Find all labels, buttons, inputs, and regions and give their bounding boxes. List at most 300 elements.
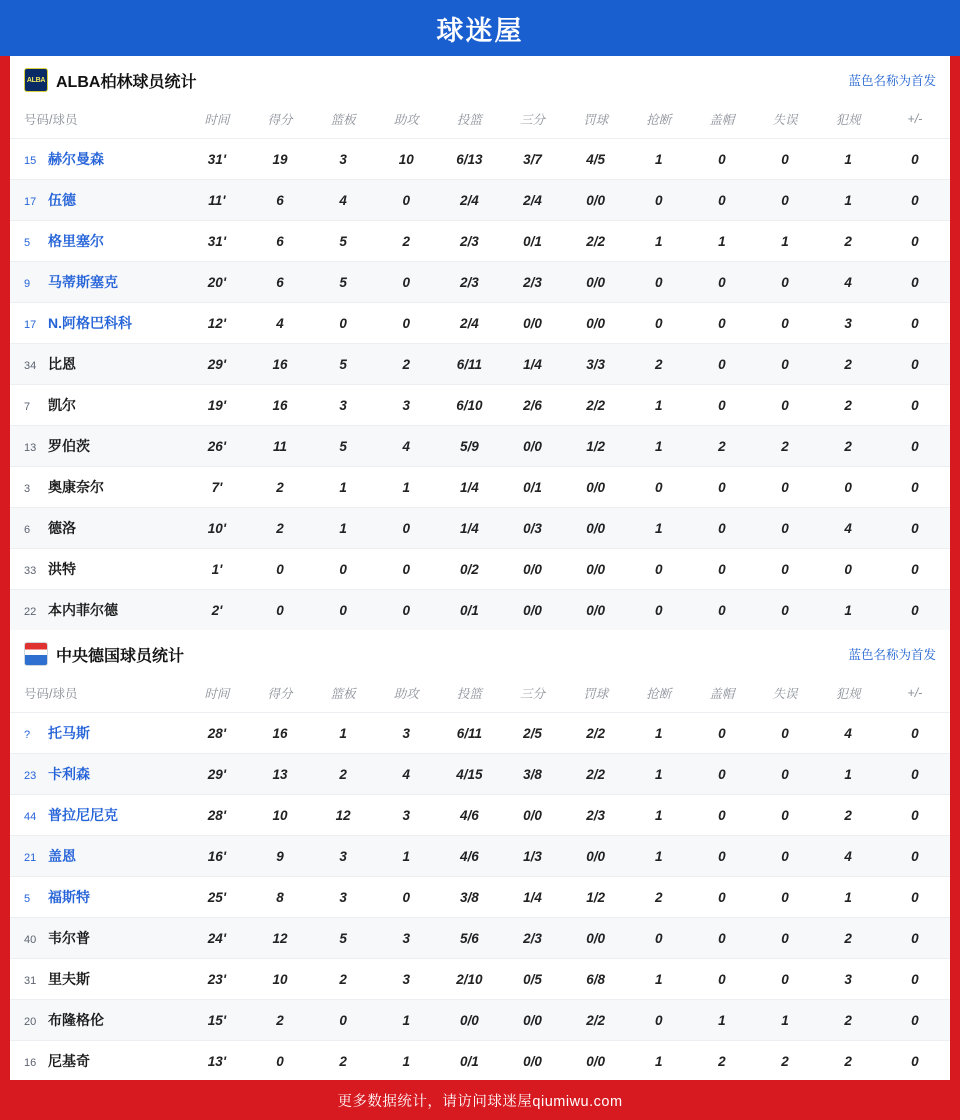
stat-minutes: 31' [207,151,227,167]
stat-assists: 1 [402,479,411,495]
stat-rebounds: 2 [339,971,347,987]
mbc-logo-icon [24,642,48,666]
stat-assists: 0 [402,561,411,577]
player-cell[interactable] [10,918,185,959]
stat-freethrows: 2/2 [586,766,606,782]
stat-rebounds: 1 [339,725,347,741]
stat-rebounds: 1 [339,479,347,495]
jersey-number: 22 [24,606,37,618]
stat-fouls: 1 [844,889,852,905]
stat-blocks: 0 [718,274,726,290]
stat-points: 16 [272,356,288,372]
stat-freethrows: 0/0 [586,479,606,495]
stat-points: 4 [276,315,284,331]
stat-freethrows: 1/2 [586,438,606,454]
stat-steals: 1 [655,848,663,864]
stat-assists: 0 [402,520,411,536]
stat-fieldgoals: 2/3 [460,233,479,249]
jersey-number: 34 [24,360,37,372]
stat-assists: 3 [402,971,411,987]
stat-points: 2 [276,1012,284,1028]
alba-logo-icon [24,68,48,92]
stat-fouls: 4 [844,848,852,864]
player-cell[interactable] [10,303,185,344]
stat-blocks: 0 [718,356,726,372]
table-row[interactable] [10,959,950,1000]
stat-turnovers: 0 [781,561,789,577]
stat-turnovers: 0 [781,315,789,331]
stat-points: 6 [276,274,284,290]
player-name[interactable]: 普拉尼尼克 [48,807,118,823]
stat-assists: 0 [402,889,411,905]
table-row[interactable] [10,713,950,754]
player-name[interactable]: 赫尔曼森 [48,151,104,167]
stat-rebounds: 0 [339,561,347,577]
table-row[interactable] [10,139,950,180]
stat-plusminus: 0 [911,274,919,290]
player-name[interactable]: 德洛 [48,520,76,536]
stat-steals: 0 [655,602,663,618]
table-row[interactable] [10,877,950,918]
player-cell[interactable] [10,795,185,836]
stat-rebounds: 2 [339,1053,347,1069]
player-name[interactable]: 布隆格伦 [48,1012,104,1028]
stat-points: 12 [272,930,288,946]
stat-plusminus: 0 [911,479,919,495]
stat-points: 13 [272,766,288,782]
player-name[interactable]: N.阿格巴科科 [48,315,132,331]
stat-turnovers: 1 [781,233,789,249]
stat-threes: 1/4 [523,889,542,905]
stat-points: 6 [276,233,284,249]
stat-minutes: 10' [207,520,227,536]
stat-assists: 4 [402,766,411,782]
stat-plusminus: 0 [911,561,919,577]
stat-turnovers: 0 [781,274,789,290]
table-row[interactable] [10,221,950,262]
table-row[interactable] [10,508,950,549]
stat-assists: 2 [402,233,411,249]
stat-blocks: 0 [718,807,726,823]
stat-assists: 2 [402,356,411,372]
player-name[interactable]: 比恩 [48,356,76,372]
stat-fouls: 3 [844,971,852,987]
col-minutes: 时间 [204,687,230,701]
stat-plusminus: 0 [911,397,919,413]
stat-assists: 0 [402,274,411,290]
stat-minutes: 12' [207,315,227,331]
stat-points: 16 [272,397,288,413]
stat-points: 11 [273,438,288,454]
stat-minutes: 13' [207,1053,227,1069]
player-cell[interactable] [10,180,185,221]
stat-points: 2 [276,479,284,495]
stat-threes: 0/0 [523,1012,542,1028]
jersey-number: 17 [24,196,37,208]
stat-assists: 1 [402,1053,411,1069]
player-name[interactable]: 托马斯 [48,725,90,741]
stat-fouls: 2 [844,356,852,372]
table-body-mbc [10,713,950,1081]
stat-blocks: 0 [718,602,726,618]
col-player: 号码/球员 [24,113,78,127]
stat-blocks: 0 [718,192,726,208]
stat-fieldgoals: 0/0 [460,1012,479,1028]
stat-freethrows: 4/5 [586,151,606,167]
col-fieldgoals: 投篮 [456,113,482,127]
stat-steals: 2 [655,356,663,372]
jersey-number: 17 [24,319,37,331]
col-assists: 助攻 [393,113,419,127]
col-rebounds: 篮板 [330,113,356,127]
stat-turnovers: 0 [781,151,789,167]
player-cell[interactable] [10,836,185,877]
jersey-number: 13 [24,442,37,454]
footer-text: 更多数据统计，请访问球迷屋qiumiwu.com [337,1093,623,1110]
stat-threes: 0/1 [523,233,542,249]
player-cell[interactable] [10,139,185,180]
stat-turnovers: 1 [781,1012,789,1028]
stat-freethrows: 2/2 [586,233,606,249]
stat-turnovers: 0 [781,889,789,905]
stat-freethrows: 2/2 [586,1012,606,1028]
stat-minutes: 2' [211,602,223,618]
player-cell[interactable] [10,426,185,467]
stat-points: 10 [272,807,288,823]
stat-threes: 2/4 [523,192,542,208]
stat-fieldgoals: 1/4 [460,520,479,536]
stat-assists: 1 [402,1012,411,1028]
stat-fieldgoals: 6/13 [456,151,483,167]
player-name[interactable]: 盖恩 [48,848,76,864]
jersey-number: 40 [24,934,37,946]
stat-turnovers: 0 [781,930,789,946]
stat-turnovers: 0 [781,397,789,413]
stat-freethrows: 2/2 [586,397,606,413]
stat-freethrows: 2/2 [586,725,606,741]
jersey-number: 23 [24,770,37,782]
starter-legend-alba: 蓝色名称为首发 [848,74,936,88]
stat-rebounds: 5 [339,233,347,249]
table-row[interactable] [10,385,950,426]
stat-turnovers: 0 [781,602,789,618]
stat-freethrows: 0/0 [586,192,606,208]
jersey-number: 16 [24,1057,37,1069]
table-row[interactable] [10,1041,950,1081]
stat-threes: 3/7 [523,151,542,167]
stat-steals: 1 [655,438,663,454]
stat-blocks: 0 [718,561,726,577]
player-name[interactable]: 洪特 [48,561,76,577]
stat-minutes: 28' [207,807,227,823]
stat-threes: 0/0 [523,1053,542,1069]
table-row[interactable] [10,180,950,221]
stat-points: 8 [276,889,284,905]
player-name[interactable]: 韦尔普 [48,930,90,946]
stat-plusminus: 0 [911,971,919,987]
jersey-number: 5 [24,893,31,905]
stat-minutes: 15' [207,1012,227,1028]
stat-steals: 0 [655,479,663,495]
player-name[interactable]: 福斯特 [48,889,90,905]
stat-blocks: 0 [718,848,726,864]
stat-minutes: 26' [207,438,227,454]
page-footer [0,1080,960,1120]
stat-fieldgoals: 4/15 [456,766,483,782]
stat-freethrows: 3/3 [586,356,606,372]
stat-threes: 2/6 [523,397,542,413]
stat-plusminus: 0 [911,151,919,167]
stat-minutes: 29' [207,356,227,372]
stat-fouls: 4 [844,520,852,536]
stat-plusminus: 0 [911,1012,919,1028]
jersey-number: 31 [24,975,37,987]
jersey-number: 5 [24,237,31,249]
stat-assists: 0 [402,192,411,208]
table-row[interactable] [10,262,950,303]
table-row[interactable] [10,918,950,959]
stat-plusminus: 0 [911,315,919,331]
stat-assists: 3 [402,725,411,741]
player-cell[interactable] [10,1000,185,1041]
stat-points: 19 [272,151,288,167]
stat-fieldgoals: 5/6 [460,930,479,946]
stat-steals: 2 [655,889,663,905]
col-turnovers: 失误 [772,113,798,127]
table-row[interactable] [10,754,950,795]
stat-minutes: 11' [208,192,226,208]
stat-turnovers: 0 [781,766,789,782]
table-row[interactable] [10,467,950,508]
stat-turnovers: 0 [781,807,789,823]
stat-rebounds: 5 [339,274,347,290]
player-name[interactable]: 里夫斯 [48,971,90,987]
stat-freethrows: 0/0 [586,315,606,331]
stat-freethrows: 0/0 [586,274,606,290]
stat-threes: 1/4 [523,356,542,372]
stat-minutes: 1' [211,561,223,577]
stat-steals: 1 [655,151,663,167]
player-name[interactable]: 奥康奈尔 [48,479,104,495]
stat-freethrows: 0/0 [586,520,606,536]
player-name[interactable]: 罗伯茨 [48,438,90,454]
stat-blocks: 2 [718,1053,726,1069]
stat-plusminus: 0 [911,1053,919,1069]
table-row[interactable] [10,426,950,467]
stat-plusminus: 0 [911,807,919,823]
starter-legend-mbc: 蓝色名称为首发 [848,648,936,662]
stat-fieldgoals: 2/10 [456,971,483,987]
player-cell[interactable] [10,877,185,918]
stat-minutes: 20' [207,274,227,290]
stat-fouls: 2 [844,438,852,454]
player-name[interactable]: 格里塞尔 [48,233,104,249]
stat-turnovers: 0 [781,725,789,741]
stat-threes: 3/8 [523,766,542,782]
stat-turnovers: 2 [781,438,789,454]
player-cell[interactable] [10,344,185,385]
stat-freethrows: 0/0 [586,1053,606,1069]
stat-assists: 10 [398,151,414,167]
stat-minutes: 19' [207,397,227,413]
player-cell[interactable] [10,221,185,262]
stat-threes: 0/5 [523,971,542,987]
player-cell[interactable] [10,959,185,1000]
stat-rebounds: 12 [335,807,351,823]
stat-fouls: 0 [844,479,852,495]
stat-rebounds: 0 [339,315,347,331]
col-turnovers: 失误 [772,687,798,701]
stat-fieldgoals: 6/10 [456,397,483,413]
col-freethrows: 罚球 [583,113,609,127]
player-name[interactable]: 马蒂斯塞克 [48,274,118,290]
stat-plusminus: 0 [911,725,919,741]
col-steals: 抢断 [646,687,672,701]
player-cell[interactable] [10,754,185,795]
stat-rebounds: 0 [339,1012,347,1028]
stat-fieldgoals: 4/6 [460,807,479,823]
stat-threes: 2/3 [523,930,542,946]
player-cell[interactable] [10,590,185,631]
stat-points: 10 [272,971,288,987]
stat-steals: 0 [655,192,663,208]
player-cell[interactable] [10,1041,185,1081]
table-row[interactable] [10,590,950,631]
stat-steals: 0 [655,561,663,577]
stat-rebounds: 5 [339,356,347,372]
stat-threes: 0/3 [523,520,542,536]
table-row[interactable] [10,549,950,590]
stat-points: 0 [276,561,284,577]
table-row[interactable] [10,1000,950,1041]
stat-fieldgoals: 1/4 [460,479,479,495]
team-title-alba: ALBA柏林球员统计 [56,73,197,91]
stat-plusminus: 0 [911,192,919,208]
stat-freethrows: 2/3 [586,807,606,823]
table-row[interactable] [10,303,950,344]
stat-freethrows: 0/0 [586,561,606,577]
stat-assists: 3 [402,807,411,823]
table-row[interactable] [10,836,950,877]
stat-fieldgoals: 6/11 [456,725,483,741]
stat-plusminus: 0 [911,602,919,618]
col-player: 号码/球员 [24,687,78,701]
jersey-number: 21 [24,852,37,864]
stat-minutes: 24' [207,930,227,946]
stat-assists: 0 [402,602,411,618]
col-points: 得分 [267,113,293,127]
jersey-number: 33 [24,565,37,577]
stat-threes: 0/0 [523,438,542,454]
stat-freethrows: 0/0 [586,848,606,864]
player-cell[interactable] [10,385,185,426]
stat-points: 0 [276,1053,284,1069]
stat-fieldgoals: 4/6 [460,848,479,864]
table-row[interactable] [10,344,950,385]
stat-plusminus: 0 [911,848,919,864]
stat-rebounds: 5 [339,930,347,946]
stat-rebounds: 5 [339,438,347,454]
stat-blocks: 0 [718,397,726,413]
jersey-number: 9 [24,278,31,290]
table-row[interactable] [10,795,950,836]
stat-freethrows: 0/0 [586,602,606,618]
stat-points: 6 [276,192,284,208]
stat-fouls: 2 [844,1053,852,1069]
stat-steals: 1 [655,766,663,782]
stat-blocks: 0 [718,315,726,331]
col-fieldgoals: 投篮 [456,687,482,701]
col-rebounds: 篮板 [330,687,356,701]
player-cell[interactable] [10,467,185,508]
team-title-mbc: 中央德国球员统计 [56,647,185,665]
jersey-number: 6 [24,524,31,536]
stat-fouls: 1 [844,602,852,618]
stat-minutes: 31' [207,233,227,249]
app-header [0,0,960,56]
stat-threes: 1/3 [523,848,542,864]
stat-fouls: 2 [844,807,852,823]
stat-threes: 2/5 [523,725,542,741]
stat-rebounds: 3 [339,151,347,167]
col-fouls: 犯规 [835,687,861,701]
col-plusminus: +/- [907,686,923,700]
jersey-number: 20 [24,1016,37,1028]
player-name[interactable]: 尼基奇 [48,1053,90,1069]
stat-fouls: 2 [844,1012,852,1028]
stat-threes: 0/0 [523,807,542,823]
player-name[interactable]: 卡利森 [48,766,90,782]
col-freethrows: 罚球 [583,687,609,701]
stat-assists: 3 [402,930,411,946]
stat-points: 2 [276,520,284,536]
stat-fouls: 4 [844,725,852,741]
stat-blocks: 0 [718,766,726,782]
stat-steals: 0 [655,274,663,290]
player-cell[interactable] [10,549,185,590]
stat-rebounds: 3 [339,889,347,905]
player-name[interactable]: 凯尔 [48,397,76,413]
player-cell[interactable] [10,262,185,303]
stat-steals: 1 [655,397,663,413]
stat-turnovers: 0 [781,479,789,495]
stat-threes: 0/1 [523,479,542,495]
col-fouls: 犯规 [835,113,861,127]
stat-turnovers: 0 [781,971,789,987]
stat-blocks: 1 [718,233,726,249]
stat-minutes: 23' [207,971,227,987]
stat-blocks: 0 [718,971,726,987]
stat-assists: 1 [402,848,411,864]
stat-blocks: 2 [718,438,726,454]
alba-logo-text: ALBA [26,76,46,84]
stat-fieldgoals: 0/1 [460,1053,479,1069]
stat-rebounds: 0 [339,602,347,618]
stat-fieldgoals: 6/11 [456,356,483,372]
jersey-number: ? [24,729,31,741]
stat-assists: 3 [402,397,411,413]
stat-plusminus: 0 [911,233,919,249]
col-threes: 三分 [520,687,546,701]
player-cell[interactable] [10,713,185,754]
stat-rebounds: 3 [339,397,347,413]
col-steals: 抢断 [646,113,672,127]
player-name[interactable]: 伍德 [48,192,76,208]
jersey-number: 7 [24,401,31,413]
player-cell[interactable] [10,508,185,549]
player-name[interactable]: 本内菲尔德 [48,602,118,618]
stat-plusminus: 0 [911,930,919,946]
